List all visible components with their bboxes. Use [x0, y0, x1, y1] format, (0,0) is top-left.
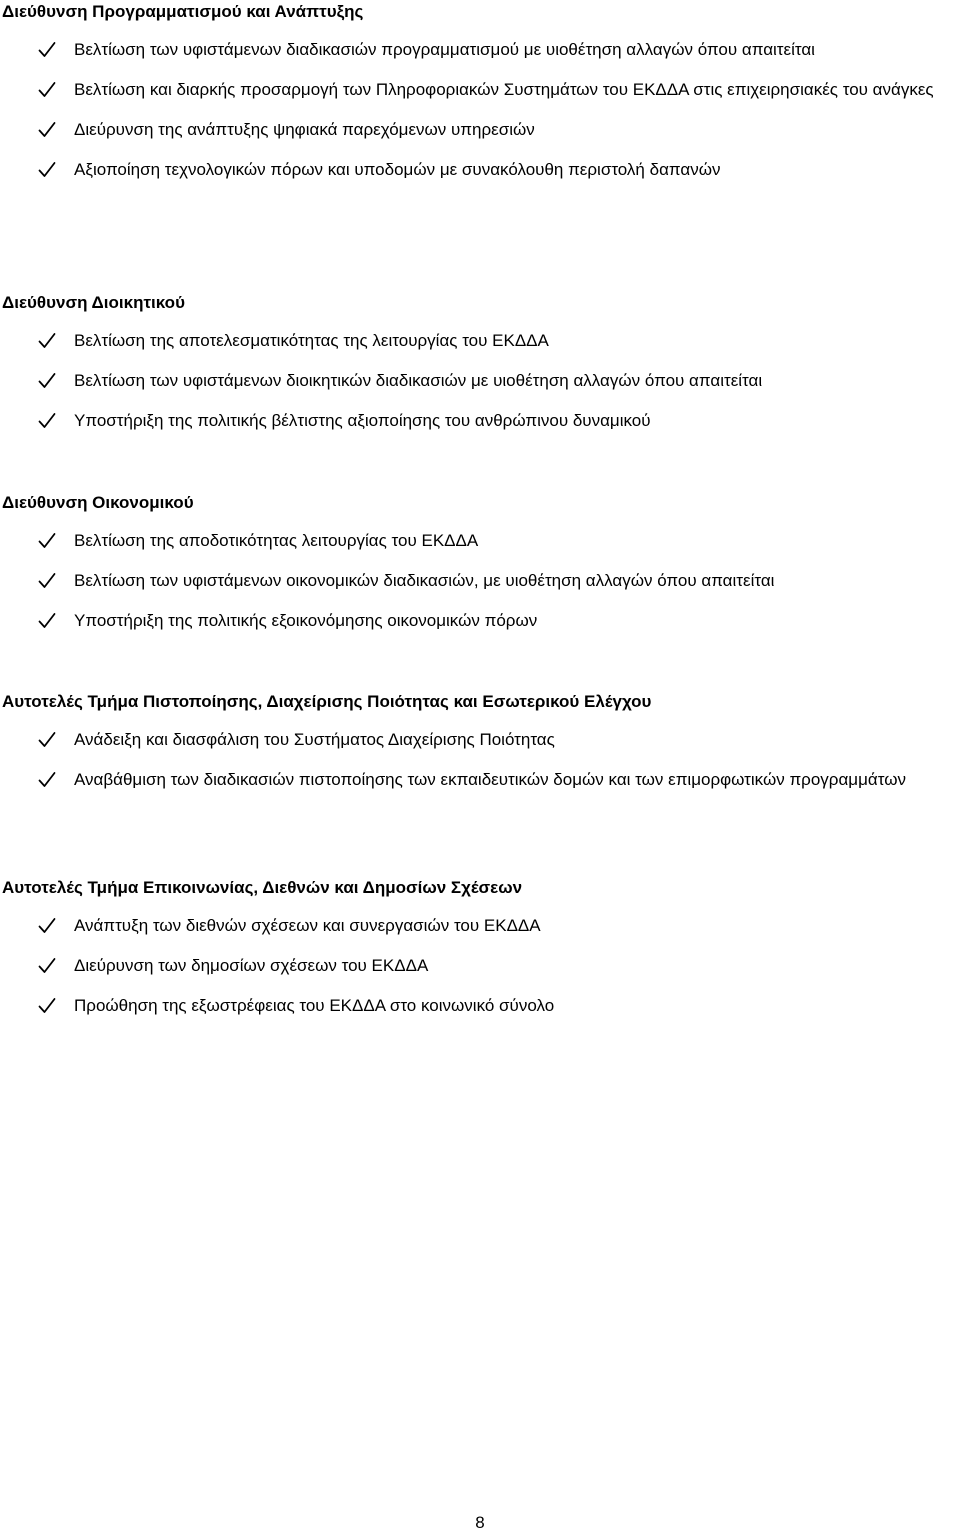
list-item-text: Βελτίωση των υφιστάμενων διαδικασιών προγραμματισμού με υιοθέτηση αλλαγών όπου απαιτείται: [74, 40, 815, 59]
list-item-text: Υποστήριξη της πολιτικής βέλτιστης αξιοποίησης του ανθρώπινου δυναμικού: [74, 411, 651, 430]
section-certification-quality: [0, 690, 960, 793]
checkmark-icon: [38, 332, 56, 350]
list-item: [0, 156, 960, 183]
list-item-text: Ανάπτυξη των διεθνών σχέσεων και συνεργασιών του ΕΚΔΔΑ: [74, 916, 541, 935]
checklist: [0, 912, 960, 1019]
list-item: [0, 116, 960, 143]
checkmark-icon: [38, 612, 56, 630]
list-item: [0, 766, 960, 793]
checkmark-icon: [38, 957, 56, 975]
section-heading: Αυτοτελές Τμήμα Επικοινωνίας, Διεθνών και Δημοσίων Σχέσεων: [2, 878, 523, 897]
checkmark-icon: [38, 412, 56, 430]
checklist: [0, 36, 960, 183]
checkmark-icon: [38, 121, 56, 139]
section-administration: [0, 291, 960, 434]
list-item: [0, 367, 960, 394]
checkmark-icon: [38, 372, 56, 390]
section-programming-development: [0, 0, 960, 183]
list-item-text: Προώθηση της εξωστρέφειας του ΕΚΔΔΑ στο κοινωνικό σύνολο: [74, 996, 555, 1015]
page-number: 8: [475, 1513, 485, 1532]
section-communication-relations: [0, 876, 960, 1019]
list-item-text: Βελτίωση και διαρκής προσαρμογή των Πληροφοριακών Συστημάτων του ΕΚΔΔΑ στις επιχειρησιακές του ανάγκες: [74, 80, 934, 99]
list-item-text: Βελτίωση των υφιστάμενων διοικητικών διαδικασιών με υιοθέτηση αλλαγών όπου απαιτείται: [74, 371, 763, 390]
list-item: [0, 407, 960, 434]
list-item-text: Βελτίωση της αποδοτικότητας λειτουργίας του ΕΚΔΔΑ: [74, 531, 479, 550]
list-item: [0, 327, 960, 354]
section-heading: Διεύθυνση Διοικητικού: [2, 293, 185, 312]
list-item: [0, 726, 960, 753]
section-heading: Διεύθυνση Οικονομικού: [2, 493, 194, 512]
checklist: [0, 327, 960, 434]
list-item: [0, 567, 960, 594]
checkmark-icon: [38, 81, 56, 99]
section-heading: Αυτοτελές Τμήμα Πιστοποίησης, Διαχείρισης Ποιότητας και Εσωτερικού Ελέγχου: [2, 692, 652, 711]
checkmark-icon: [38, 731, 56, 749]
checkmark-icon: [38, 917, 56, 935]
list-item: [0, 76, 960, 103]
checklist: [0, 726, 960, 793]
list-item-text: Αξιοποίηση τεχνολογικών πόρων και υποδομών με συνακόλουθη περιστολή δαπανών: [74, 160, 721, 179]
list-item: [0, 36, 960, 63]
list-item: [0, 952, 960, 979]
checkmark-icon: [38, 161, 56, 179]
checkmark-icon: [38, 771, 56, 789]
list-item-text: Διεύρυνση της ανάπτυξης ψηφιακά παρεχόμενων υπηρεσιών: [74, 120, 535, 139]
list-item: [0, 607, 960, 634]
checkmark-icon: [38, 41, 56, 59]
list-item-text: Βελτίωση της αποτελεσματικότητας της λειτουργίας του ΕΚΔΔΑ: [74, 331, 549, 350]
list-item-text: Υποστήριξη της πολιτικής εξοικονόμησης οικονομικών πόρων: [74, 611, 538, 630]
checklist: [0, 527, 960, 634]
section-heading: Διεύθυνση Προγραμματισμού και Ανάπτυξης: [2, 2, 364, 21]
checkmark-icon: [38, 532, 56, 550]
list-item-text: Αναβάθμιση των διαδικασιών πιστοποίησης των εκπαιδευτικών δομών και των επιμορφωτικών προγραμμάτων: [74, 770, 906, 789]
list-item-text: Βελτίωση των υφιστάμενων οικονομικών διαδικασιών, με υιοθέτηση αλλαγών όπου απαιτείται: [74, 571, 775, 590]
list-item: [0, 992, 960, 1019]
checkmark-icon: [38, 572, 56, 590]
list-item-text: Ανάδειξη και διασφάλιση του Συστήματος Διαχείρισης Ποιότητας: [74, 730, 555, 749]
section-financial: [0, 491, 960, 634]
list-item-text: Διεύρυνση των δημοσίων σχέσεων του ΕΚΔΔΑ: [74, 956, 429, 975]
list-item: [0, 912, 960, 939]
list-item: [0, 527, 960, 554]
checkmark-icon: [38, 997, 56, 1015]
